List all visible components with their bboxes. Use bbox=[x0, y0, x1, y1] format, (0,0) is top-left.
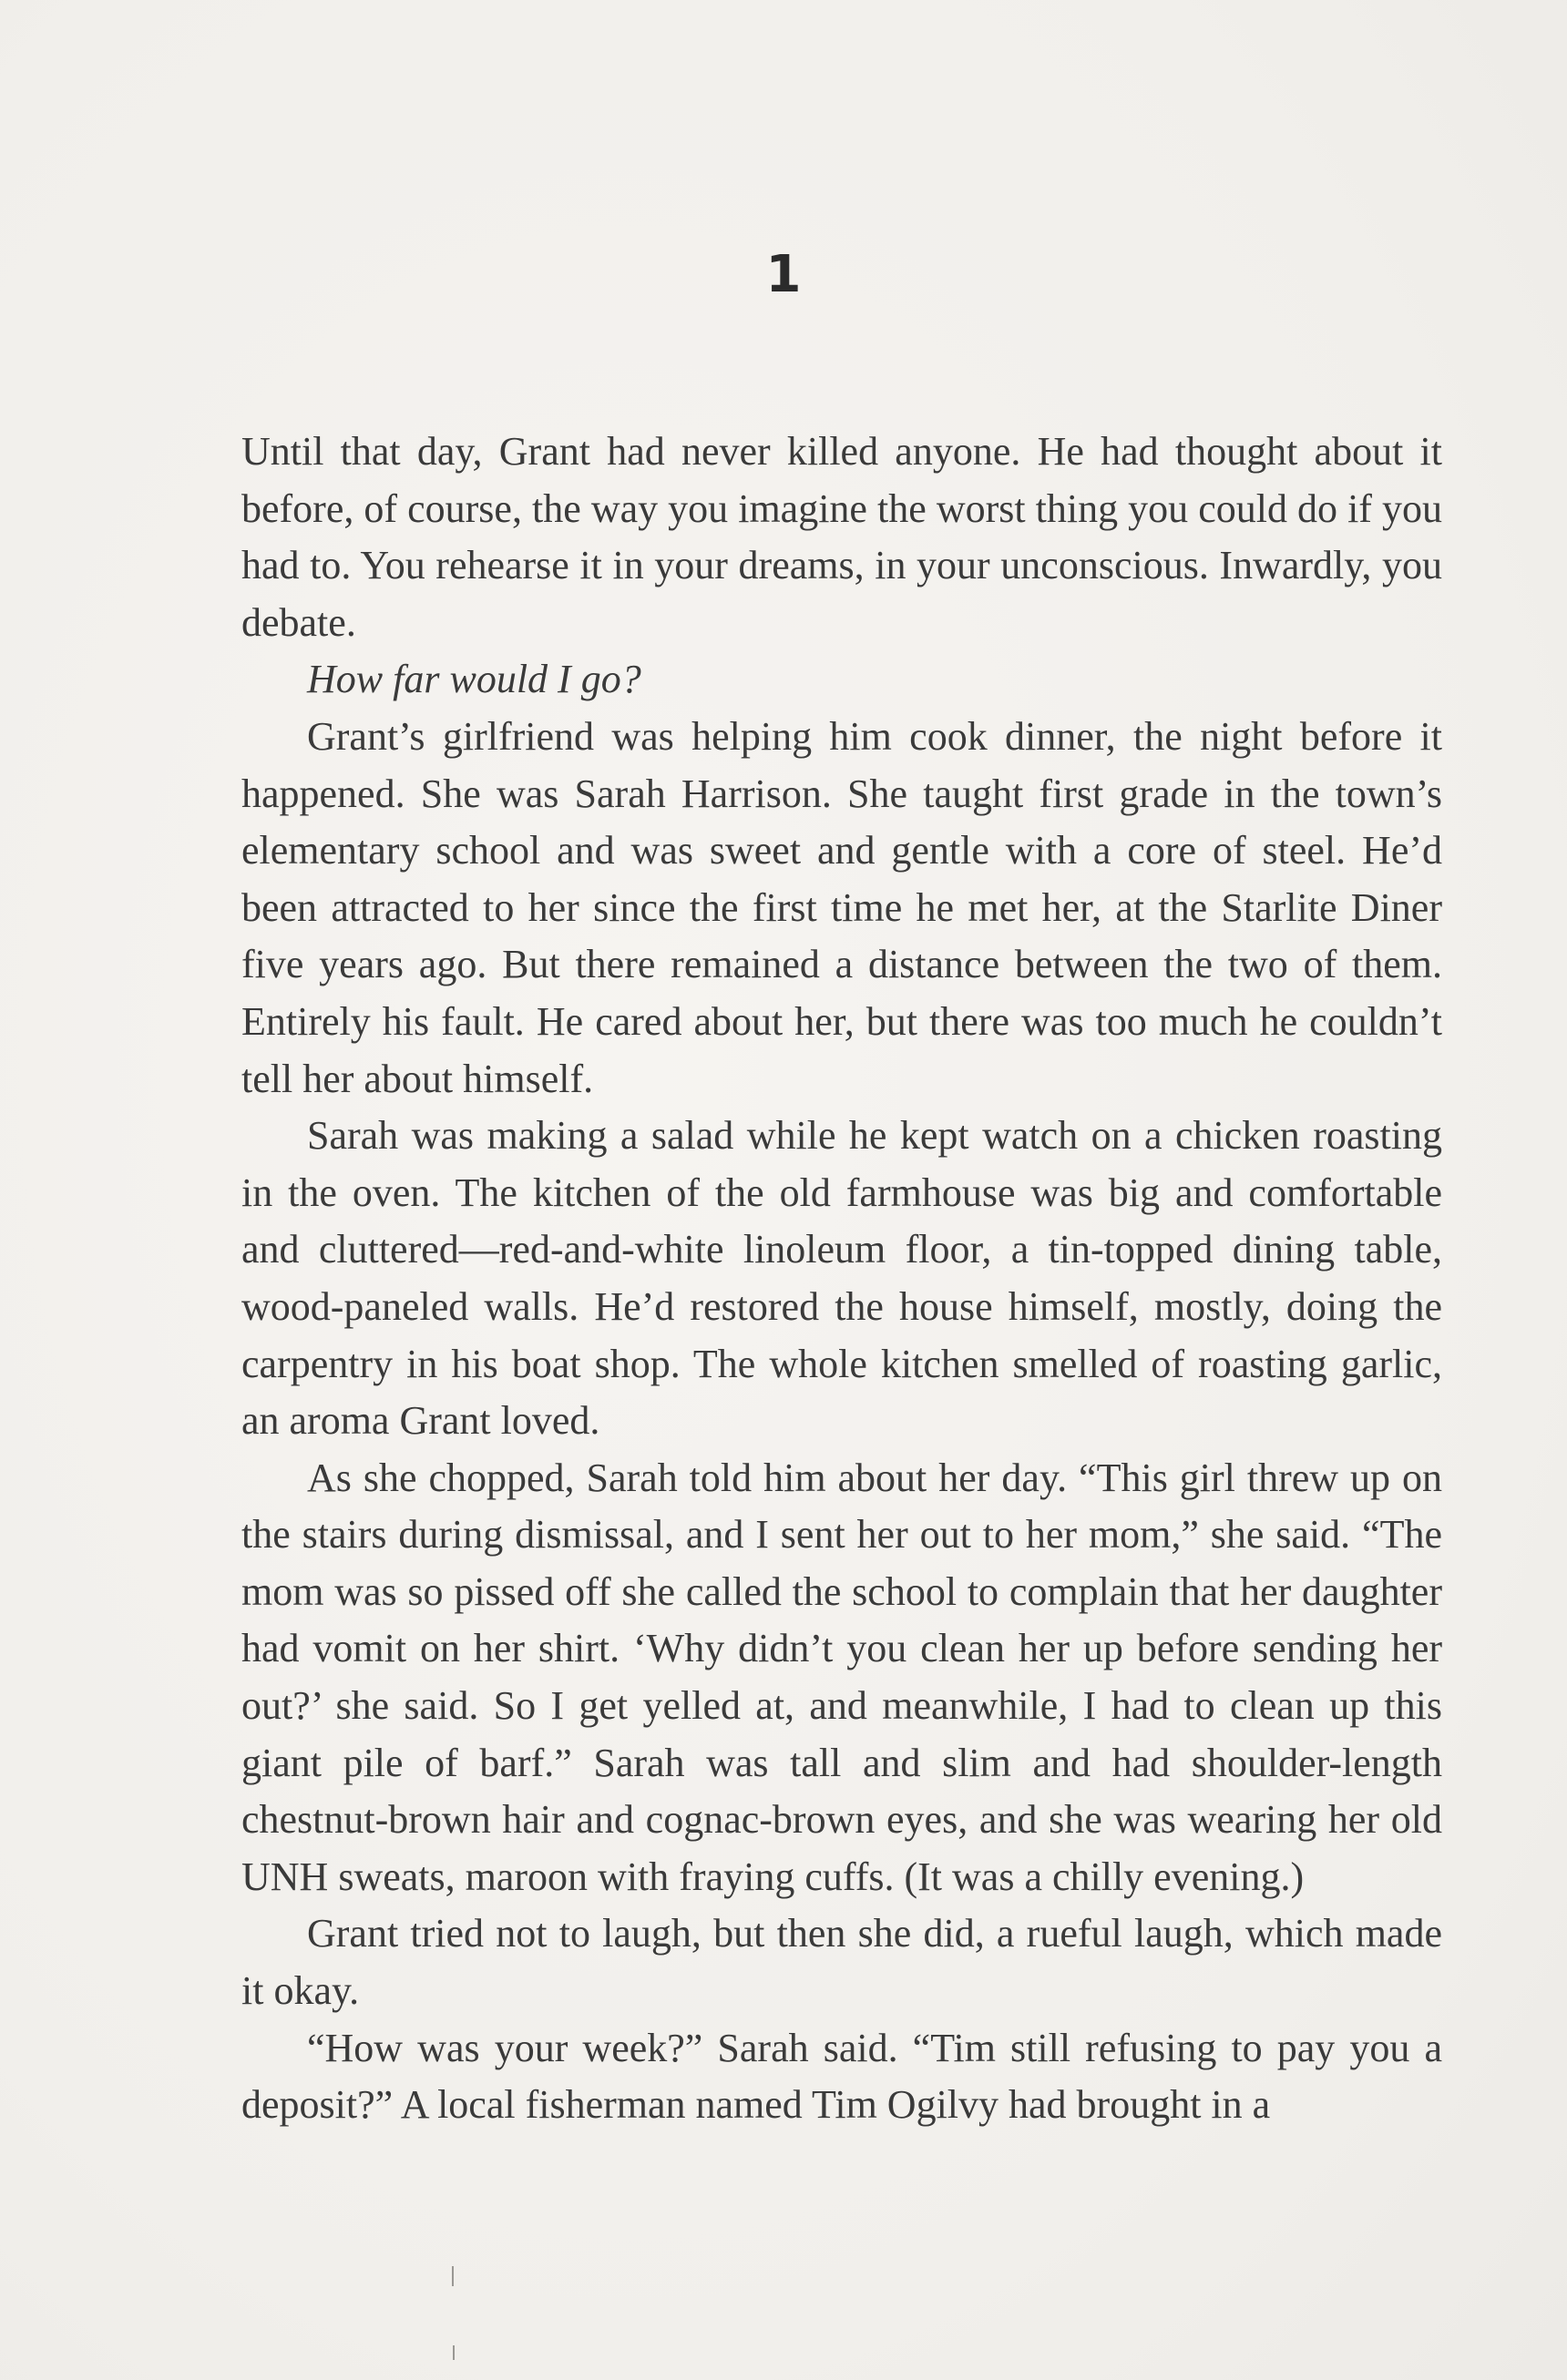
paragraph-4: Sarah was making a salad while he kept watch on a chicken roasting in the oven. The kitchen of the old farmhouse was big and comfortable and cluttered—red-and-white linoleum floor, a tin-topped dining table, wood-paneled walls. He’d restored the house himself, mostly, doing the carpentry in his boat shop. The whole kitchen smelled of roasting garlic, an aroma Grant loved. bbox=[241, 1113, 1442, 1444]
paragraph-2: How far would I go? bbox=[307, 657, 641, 702]
scan-artifact-mark bbox=[453, 2345, 455, 2360]
scan-artifact-mark bbox=[452, 2266, 454, 2286]
chapter-body bbox=[241, 424, 1442, 2134]
paragraph-7: “How was your week?” Sarah said. “Tim still refusing to pay you a deposit?” A local fisherman named Tim Ogilvy had brought in a bbox=[241, 2025, 1442, 2128]
paragraph-6: Grant tried not to laugh, but then she did, a rueful laugh, which made it okay. bbox=[241, 1911, 1442, 2014]
paragraph-1: Until that day, Grant had never killed anyone. He had thought about it before, of course, the way you imagine the worst thing you could do if you had to. You rehearse it in your dreams, in your unconscious. Inwardly, you debate. bbox=[241, 429, 1442, 645]
paragraph-3: Grant’s girlfriend was helping him cook dinner, the night before it happened. She was Sarah Harrison. She taught first grade in the town’s elementary school and was sweet and gentle with a core of steel. He’d been attracted to her since the first time he met her, at the Starlite Diner five years ago. But there remained a distance between the two of them. Entirely his fault. He cared about her, but there was too much he couldn’t tell her about himself. bbox=[241, 713, 1442, 1101]
paragraph-5: As she chopped, Sarah told him about her day. “This girl threw up on the stairs during dismissal, and I sent her out to her mom,” she said. “The mom was so pissed off she called the school to complain that her daughter had vomit on her shirt. ‘Why didn’t you clean her up before sending her out?’ she said. So I get yelled at, and meanwhile, I had to clean up this giant pile of barf.” Sarah was tall and slim and had shoulder-length chestnut-brown hair and cognac-brown eyes, and she was wearing her old UNH sweats, maroon with fraying cuffs. (It was a chilly evening.) bbox=[241, 1455, 1442, 1899]
chapter-number: 1 bbox=[765, 245, 802, 304]
